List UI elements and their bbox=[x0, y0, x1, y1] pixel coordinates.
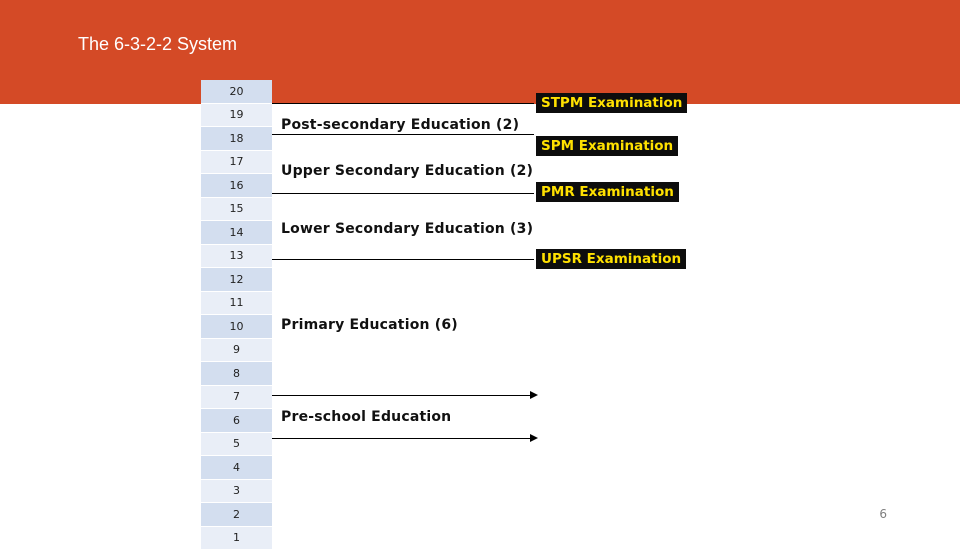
stage-lower-secondary: Lower Secondary Education (3) bbox=[281, 221, 533, 237]
boundary-line-upsr bbox=[272, 259, 534, 260]
age-cell-2: 2 bbox=[201, 503, 272, 527]
age-cell-15: 15 bbox=[201, 198, 272, 222]
age-cell-9: 9 bbox=[201, 339, 272, 363]
exam-pmr: PMR Examination bbox=[536, 182, 679, 202]
arrow-right-icon bbox=[530, 434, 538, 442]
preschool-end-arrow-line bbox=[272, 438, 534, 439]
boundary-line-pmr bbox=[272, 193, 534, 194]
stage-upper-secondary: Upper Secondary Education (2) bbox=[281, 163, 533, 179]
exam-stpm: STPM Examination bbox=[536, 93, 687, 113]
age-cell-20: 20 bbox=[201, 80, 272, 104]
age-cell-13: 13 bbox=[201, 245, 272, 269]
age-cell-7: 7 bbox=[201, 386, 272, 410]
age-cell-6: 6 bbox=[201, 409, 272, 433]
preschool-start-arrow-line bbox=[272, 395, 534, 396]
age-cell-11: 11 bbox=[201, 292, 272, 316]
stage-primary: Primary Education (6) bbox=[281, 317, 458, 333]
stage-post-secondary: Post-secondary Education (2) bbox=[281, 117, 519, 133]
arrow-right-icon bbox=[530, 391, 538, 399]
age-cell-1: 1 bbox=[201, 527, 272, 550]
page-number: 6 bbox=[879, 507, 887, 521]
age-cell-18: 18 bbox=[201, 127, 272, 151]
stage-preschool: Pre-school Education bbox=[281, 409, 451, 425]
exam-upsr: UPSR Examination bbox=[536, 249, 686, 269]
age-cell-5: 5 bbox=[201, 433, 272, 457]
age-cell-19: 19 bbox=[201, 104, 272, 128]
age-cell-8: 8 bbox=[201, 362, 272, 386]
age-cell-17: 17 bbox=[201, 151, 272, 175]
exam-spm: SPM Examination bbox=[536, 136, 678, 156]
boundary-line-stpm bbox=[272, 103, 534, 104]
page-title: The 6-3-2-2 System bbox=[78, 34, 237, 55]
age-cell-16: 16 bbox=[201, 174, 272, 198]
age-cell-3: 3 bbox=[201, 480, 272, 504]
boundary-line-spm bbox=[272, 134, 534, 135]
age-cell-10: 10 bbox=[201, 315, 272, 339]
age-cell-12: 12 bbox=[201, 268, 272, 292]
age-cell-14: 14 bbox=[201, 221, 272, 245]
age-scale bbox=[201, 80, 272, 550]
age-cell-4: 4 bbox=[201, 456, 272, 480]
